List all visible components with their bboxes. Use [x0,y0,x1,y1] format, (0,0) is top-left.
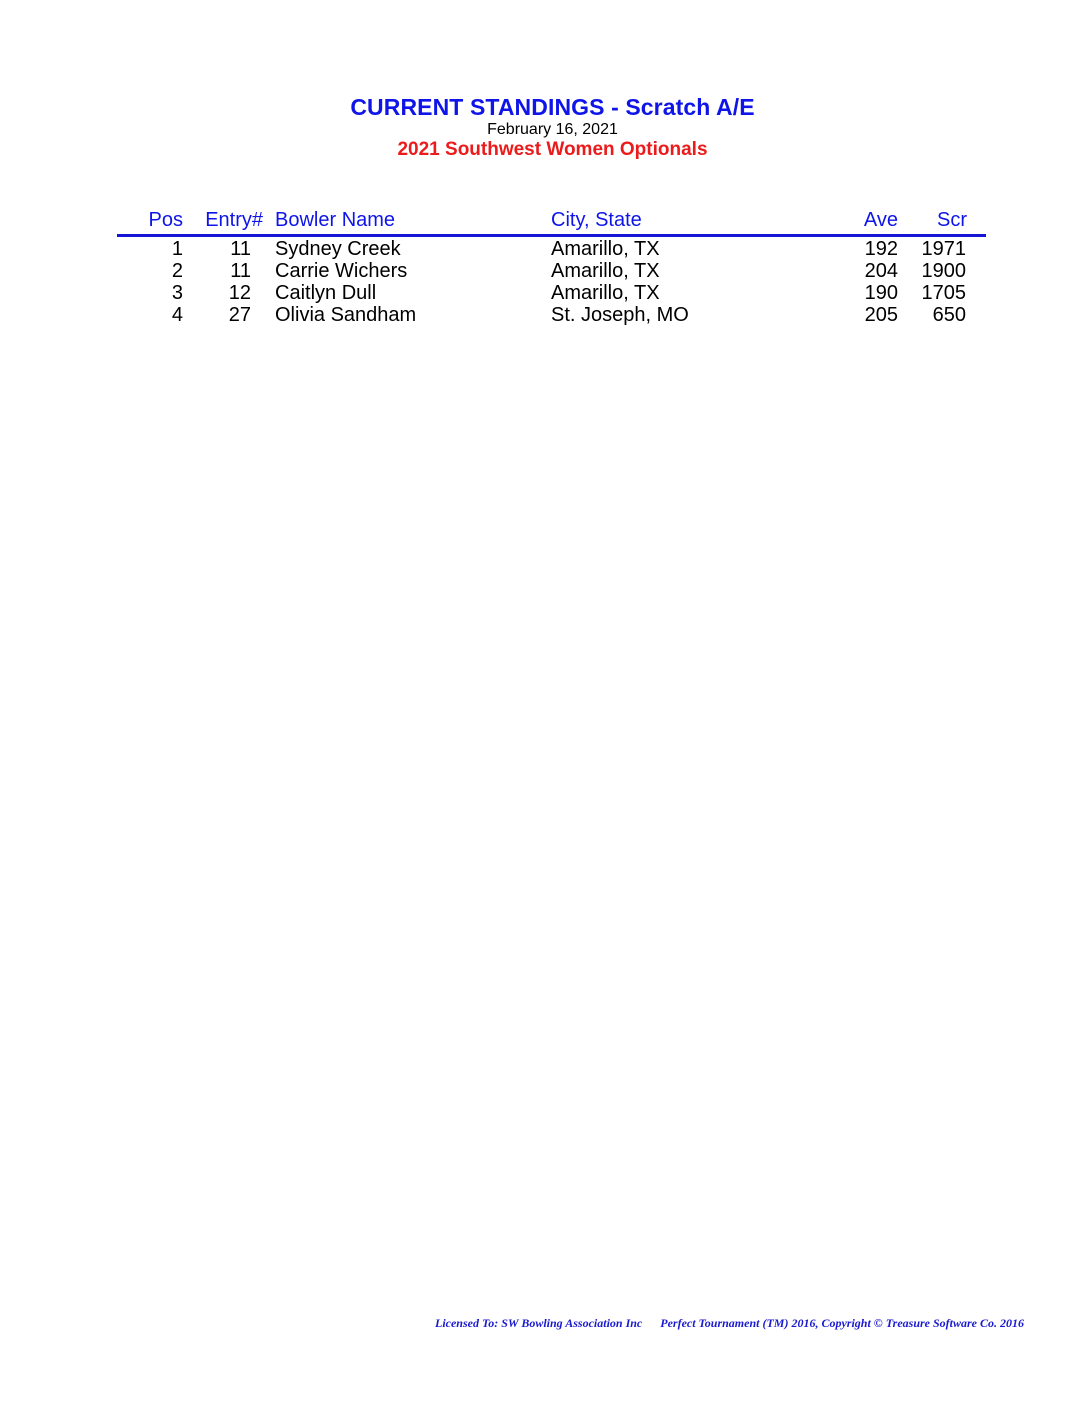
cell-pos: 2 [171,260,183,282]
column-header-pos: Pos [148,209,183,231]
table-row [117,238,986,260]
cell-name: Sydney Creek [275,238,401,260]
column-header-ave: Ave [863,209,898,231]
table-body [117,238,986,326]
license-footer [435,1316,1024,1331]
cell-city: Amarillo, TX [551,260,660,282]
cell-pos: 3 [171,282,183,304]
column-header-city: City, State [551,209,642,231]
table-row [117,282,986,304]
license-text: Licensed To: SW Bowling Association Inc [434,1316,643,1330]
cell-ave: 192 [864,238,898,260]
column-header-name: Bowler Name [275,209,396,231]
cell-entry: 11 [230,260,251,282]
cell-name: Caitlyn Dull [275,282,377,304]
table-header [117,209,986,233]
cell-ave: 205 [864,304,898,326]
cell-city: Amarillo, TX [551,238,660,260]
table-row [117,260,986,282]
cell-city: St. Joseph, MO [551,304,689,326]
cell-city: Amarillo, TX [551,282,660,304]
copyright-text: Perfect Tournament (TM) 2016, Copyright © Treasure Software Co. 2016 [660,1316,1024,1330]
report-title: CURRENT STANDINGS - Scratch A/E [350,94,755,120]
cell-scr: 1971 [921,238,966,260]
cell-name: Carrie Wichers [275,260,408,282]
cell-scr: 1900 [921,260,966,282]
column-header-scr: Scr [937,209,967,231]
report-header [17,93,1088,162]
cell-scr: 1705 [921,282,966,304]
cell-pos: 1 [171,238,183,260]
cell-name: Olivia Sandham [275,304,417,326]
cell-ave: 190 [864,282,898,304]
header-divider [117,234,986,237]
cell-entry: 11 [230,238,251,260]
report-date: February 16, 2021 [487,121,618,138]
cell-pos: 4 [171,304,183,326]
cell-scr: 650 [932,304,966,326]
table-row [117,304,986,326]
cell-ave: 204 [864,260,898,282]
column-header-entry: Entry# [205,209,263,231]
standings-table [117,209,986,326]
cell-entry: 27 [228,304,251,326]
cell-entry: 12 [228,282,251,304]
event-name: 2021 Southwest Women Optionals [397,139,708,160]
